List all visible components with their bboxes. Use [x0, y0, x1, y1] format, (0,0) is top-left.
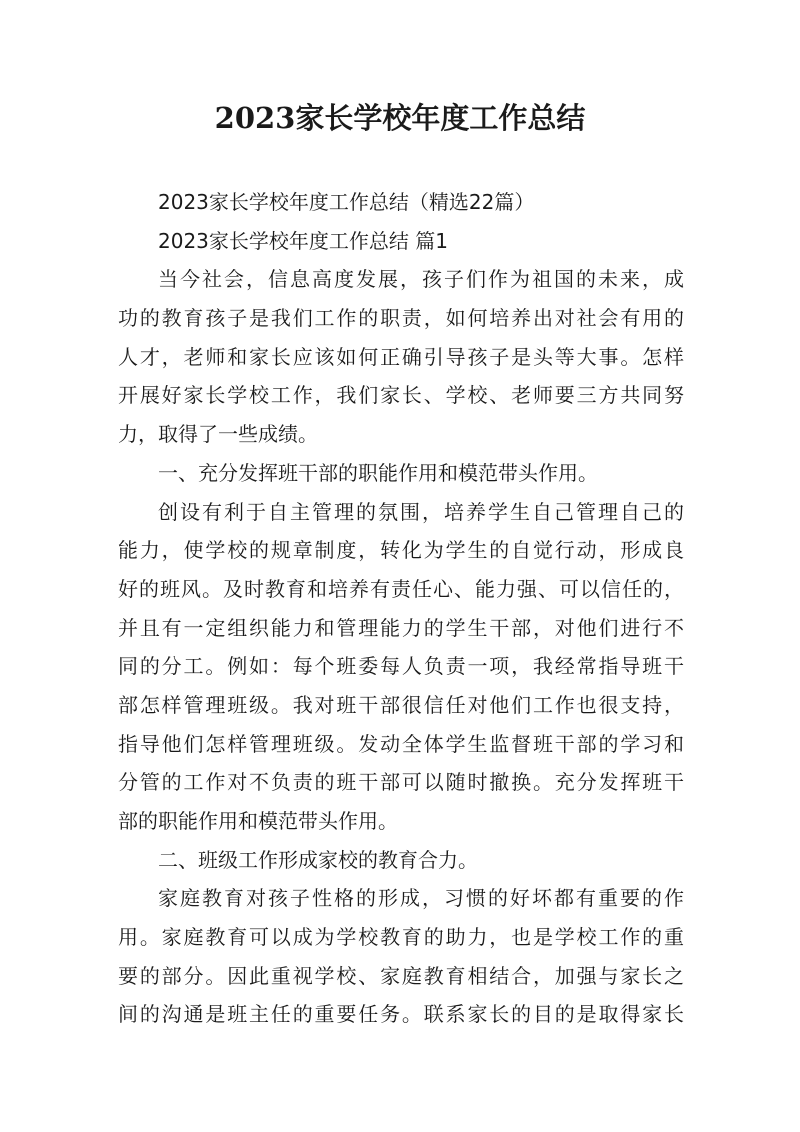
- body-line: 家庭教育对孩子性格的形成，习惯的好坏都有重要的作: [158, 886, 684, 911]
- body-line: 同的分工。例如：每个班委每人负责一项，我经常指导班干: [118, 654, 684, 679]
- body-line: 要的部分。因此重视学校、家庭教育相结合，加强与家长之: [118, 963, 684, 988]
- body-line: 当今社会，信息高度发展，孩子们作为祖国的未来，成: [158, 267, 684, 292]
- body-line: 部怎样管理班级。我对班干部很信任对他们工作也很支持，: [118, 692, 684, 717]
- body-line: 部的职能作用和模范带头作用。: [118, 809, 398, 833]
- body-line: 用。家庭教育可以成为学校教育的助力，也是学校工作的重: [118, 925, 684, 950]
- body-line: 2023家长学校年度工作总结（精选22篇）: [158, 190, 535, 214]
- body-line: 并且有一定组织能力和管理能力的学生干部，对他们进行不: [118, 615, 684, 640]
- body-line: 功的教育孩子是我们工作的职责，如何培养出对社会有用的: [118, 306, 684, 331]
- body-line: 分管的工作对不负责的班干部可以随时撤换。充分发挥班干: [118, 770, 684, 795]
- body-line: 人才，老师和家长应该如何正确引导孩子是头等大事。怎样: [118, 344, 684, 369]
- body-line: 好的班风。及时教育和培养有责任心、能力强、可以信任的，: [118, 576, 684, 601]
- body-line: 2023家长学校年度工作总结 篇1: [158, 228, 448, 253]
- body-line: 开展好家长学校工作，我们家长、学校、老师要三方共同努: [118, 383, 684, 408]
- body-line: 指导他们怎样管理班级。发动全体学生监督班干部的学习和: [118, 731, 684, 756]
- body-line: 力，取得了一些成绩。: [118, 422, 318, 447]
- document-body: [118, 183, 684, 1034]
- body-line: 一、充分发挥班干部的职能作用和模范带头作用。: [158, 460, 598, 485]
- body-line: 间的沟通是班主任的重要任务。联系家长的目的是取得家长: [118, 1002, 684, 1027]
- document-title: 2023家长学校年度工作总结: [214, 101, 586, 135]
- body-line: 创设有利于自主管理的氛围，培养学生自己管理自己的: [158, 499, 684, 524]
- body-line: 二、班级工作形成家校的教育合力。: [158, 847, 478, 872]
- body-line: 能力，使学校的规章制度，转化为学生的自觉行动，形成良: [118, 538, 684, 563]
